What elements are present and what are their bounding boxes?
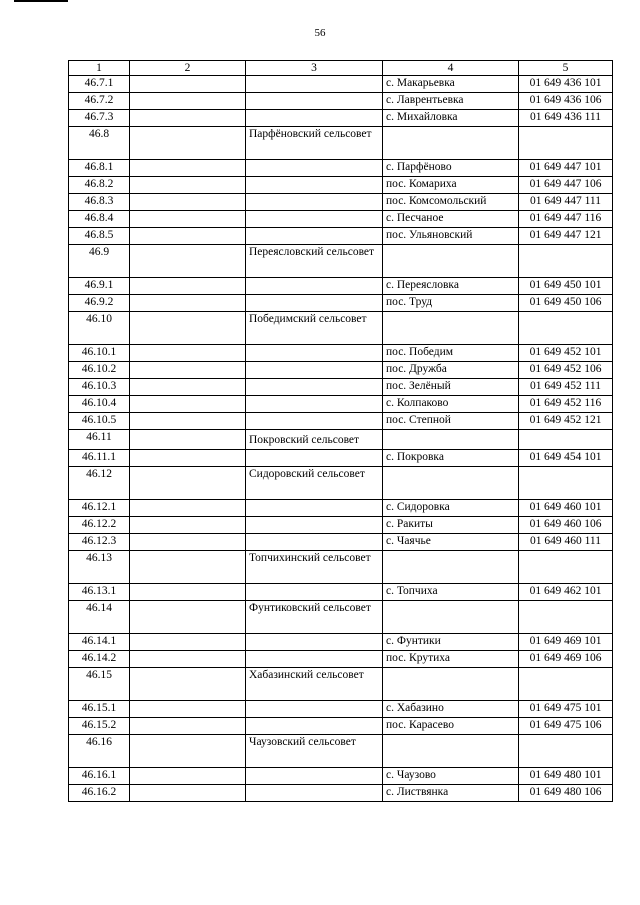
okato-code-cell: 01 649 436 101 (519, 76, 613, 93)
table-row (69, 379, 613, 396)
settlement-cell: с. Сидоровка (383, 500, 519, 517)
row-number-cell: 46.7.2 (69, 93, 130, 110)
row-number-cell: 46.7.1 (69, 76, 130, 93)
settlement-registry-table (68, 60, 613, 802)
empty-cell (130, 450, 246, 467)
okato-code-cell: 01 649 469 101 (519, 634, 613, 651)
empty-cell (130, 177, 246, 194)
settlement-cell (383, 127, 519, 160)
column-header-1: 1 (69, 61, 130, 76)
municipality-cell (246, 228, 383, 245)
row-number-cell: 46.12.3 (69, 534, 130, 551)
settlement-cell: с. Переясловка (383, 278, 519, 295)
table-row (69, 735, 613, 768)
okato-code-cell (519, 430, 613, 450)
table-row (69, 768, 613, 785)
municipality-cell (246, 534, 383, 551)
table-row (69, 785, 613, 802)
table-row (69, 601, 613, 634)
empty-cell (130, 517, 246, 534)
table-row (69, 718, 613, 735)
empty-cell (130, 413, 246, 430)
empty-cell (130, 194, 246, 211)
row-number-cell: 46.15.1 (69, 701, 130, 718)
settlement-cell (383, 312, 519, 345)
empty-cell (130, 362, 246, 379)
okato-code-cell: 01 649 469 106 (519, 651, 613, 668)
municipality-cell: Сидоровский сельсовет (246, 467, 383, 500)
row-number-cell: 46.8.5 (69, 228, 130, 245)
table-row (69, 500, 613, 517)
municipality-cell (246, 194, 383, 211)
row-number-cell: 46.12 (69, 467, 130, 500)
table-row (69, 551, 613, 584)
table-row (69, 177, 613, 194)
empty-cell (130, 785, 246, 802)
okato-code-cell (519, 735, 613, 768)
settlement-cell (383, 668, 519, 701)
municipality-cell: Переясловский сельсовет (246, 245, 383, 278)
municipality-cell: Победимский сельсовет (246, 312, 383, 345)
okato-code-cell: 01 649 454 101 (519, 450, 613, 467)
municipality-cell (246, 701, 383, 718)
row-number-cell: 46.11 (69, 430, 130, 450)
municipality-cell: Парфёновский сельсовет (246, 127, 383, 160)
table-row (69, 278, 613, 295)
table-header-row (69, 61, 613, 76)
okato-code-cell (519, 467, 613, 500)
empty-cell (130, 278, 246, 295)
table-row (69, 651, 613, 668)
municipality-cell (246, 295, 383, 312)
row-number-cell: 46.8.2 (69, 177, 130, 194)
settlement-cell: с. Хабазино (383, 701, 519, 718)
table-row (69, 413, 613, 430)
empty-cell (130, 312, 246, 345)
empty-cell (130, 228, 246, 245)
table-row (69, 312, 613, 345)
row-number-cell: 46.7.3 (69, 110, 130, 127)
table-row (69, 534, 613, 551)
municipality-cell (246, 500, 383, 517)
municipality-cell (246, 211, 383, 228)
settlement-cell (383, 601, 519, 634)
okato-code-cell: 01 649 475 101 (519, 701, 613, 718)
okato-code-cell: 01 649 480 101 (519, 768, 613, 785)
table-row (69, 194, 613, 211)
row-number-cell: 46.9.1 (69, 278, 130, 295)
table-row (69, 396, 613, 413)
okato-code-cell (519, 245, 613, 278)
okato-code-cell: 01 649 460 111 (519, 534, 613, 551)
settlement-cell: с. Колпаково (383, 396, 519, 413)
settlement-cell: с. Топчиха (383, 584, 519, 601)
table-row (69, 76, 613, 93)
table-row (69, 584, 613, 601)
okato-code-cell: 01 649 452 121 (519, 413, 613, 430)
table-body (69, 76, 613, 802)
settlement-cell: пос. Труд (383, 295, 519, 312)
settlement-cell: с. Покровка (383, 450, 519, 467)
municipality-cell: Чаузовский сельсовет (246, 735, 383, 768)
row-number-cell: 46.16 (69, 735, 130, 768)
empty-cell (130, 345, 246, 362)
okato-code-cell: 01 649 452 106 (519, 362, 613, 379)
empty-cell (130, 396, 246, 413)
settlement-cell: с. Песчаное (383, 211, 519, 228)
row-number-cell: 46.10.1 (69, 345, 130, 362)
okato-code-cell: 01 649 480 106 (519, 785, 613, 802)
empty-cell (130, 76, 246, 93)
table-row (69, 701, 613, 718)
row-number-cell: 46.16.2 (69, 785, 130, 802)
table-row (69, 245, 613, 278)
row-number-cell: 46.14.1 (69, 634, 130, 651)
empty-cell (130, 160, 246, 177)
okato-code-cell: 01 649 452 116 (519, 396, 613, 413)
okato-code-cell (519, 312, 613, 345)
municipality-cell (246, 651, 383, 668)
row-number-cell: 46.10.2 (69, 362, 130, 379)
row-number-cell: 46.14.2 (69, 651, 130, 668)
settlement-cell: пос. Зелёный (383, 379, 519, 396)
municipality-cell (246, 517, 383, 534)
column-header-3: 3 (246, 61, 383, 76)
table-row (69, 517, 613, 534)
row-number-cell: 46.13.1 (69, 584, 130, 601)
table-row (69, 110, 613, 127)
settlement-cell (383, 735, 519, 768)
column-header-4: 4 (383, 61, 519, 76)
municipality-cell (246, 278, 383, 295)
empty-cell (130, 245, 246, 278)
empty-cell (130, 735, 246, 768)
okato-code-cell (519, 601, 613, 634)
okato-code-cell: 01 649 436 111 (519, 110, 613, 127)
okato-code-cell: 01 649 460 101 (519, 500, 613, 517)
settlement-cell: пос. Крутиха (383, 651, 519, 668)
row-number-cell: 46.10.5 (69, 413, 130, 430)
okato-code-cell: 01 649 447 106 (519, 177, 613, 194)
column-header-2: 2 (130, 61, 246, 76)
settlement-cell: с. Фунтики (383, 634, 519, 651)
row-number-cell: 46.8.4 (69, 211, 130, 228)
row-number-cell: 46.11.1 (69, 450, 130, 467)
settlement-cell: с. Парфёново (383, 160, 519, 177)
empty-cell (130, 211, 246, 228)
municipality-cell (246, 160, 383, 177)
settlement-cell: пос. Комариха (383, 177, 519, 194)
settlement-cell: пос. Ульяновский (383, 228, 519, 245)
municipality-cell (246, 718, 383, 735)
row-number-cell: 46.16.1 (69, 768, 130, 785)
settlement-cell: с. Михайловка (383, 110, 519, 127)
municipality-cell (246, 177, 383, 194)
row-number-cell: 46.13 (69, 551, 130, 584)
row-number-cell: 46.15 (69, 668, 130, 701)
empty-cell (130, 110, 246, 127)
municipality-cell (246, 413, 383, 430)
table-row (69, 668, 613, 701)
table-row (69, 450, 613, 467)
table-row (69, 295, 613, 312)
settlement-cell: с. Лаврентьевка (383, 93, 519, 110)
municipality-cell: Хабазинский сельсовет (246, 668, 383, 701)
settlement-cell: с. Макарьевка (383, 76, 519, 93)
municipality-cell (246, 345, 383, 362)
okato-code-cell: 01 649 450 101 (519, 278, 613, 295)
settlement-cell: пос. Победим (383, 345, 519, 362)
table-row (69, 228, 613, 245)
okato-code-cell (519, 668, 613, 701)
empty-cell (130, 551, 246, 584)
empty-cell (130, 651, 246, 668)
okato-code-cell: 01 649 462 101 (519, 584, 613, 601)
okato-code-cell: 01 649 460 106 (519, 517, 613, 534)
municipality-cell (246, 93, 383, 110)
table-row (69, 430, 613, 450)
page-number: 56 (314, 27, 326, 39)
table-row (69, 127, 613, 160)
empty-cell (130, 601, 246, 634)
okato-code-cell: 01 649 447 121 (519, 228, 613, 245)
okato-code-cell: 01 649 452 101 (519, 345, 613, 362)
table-row (69, 160, 613, 177)
row-number-cell: 46.12.2 (69, 517, 130, 534)
settlement-cell: с. Ракиты (383, 517, 519, 534)
row-number-cell: 46.12.1 (69, 500, 130, 517)
municipality-cell (246, 634, 383, 651)
empty-cell (130, 768, 246, 785)
empty-cell (130, 534, 246, 551)
table-row (69, 211, 613, 228)
empty-cell (130, 295, 246, 312)
row-number-cell: 46.9 (69, 245, 130, 278)
municipality-cell (246, 110, 383, 127)
okato-code-cell: 01 649 447 101 (519, 160, 613, 177)
empty-cell (130, 668, 246, 701)
settlement-cell (383, 467, 519, 500)
municipality-cell (246, 76, 383, 93)
municipality-cell (246, 362, 383, 379)
settlement-cell: пос. Степной (383, 413, 519, 430)
okato-code-cell: 01 649 447 111 (519, 194, 613, 211)
okato-code-cell (519, 127, 613, 160)
settlement-cell: пос. Комсомольский (383, 194, 519, 211)
table-row (69, 345, 613, 362)
settlement-cell (383, 245, 519, 278)
row-number-cell: 46.8.1 (69, 160, 130, 177)
okato-code-cell: 01 649 436 106 (519, 93, 613, 110)
settlement-cell (383, 430, 519, 450)
settlement-cell: с. Чаячье (383, 534, 519, 551)
table-row (69, 93, 613, 110)
empty-cell (130, 718, 246, 735)
municipality-cell: Фунтиковский сельсовет (246, 601, 383, 634)
municipality-cell (246, 768, 383, 785)
row-number-cell: 46.8.3 (69, 194, 130, 211)
municipality-cell (246, 379, 383, 396)
settlement-cell: с. Листвянка (383, 785, 519, 802)
municipality-cell: Топчихинский сельсовет (246, 551, 383, 584)
settlement-cell (383, 551, 519, 584)
empty-cell (130, 127, 246, 160)
settlement-cell: с. Чаузово (383, 768, 519, 785)
empty-cell (130, 93, 246, 110)
row-number-cell: 46.10 (69, 312, 130, 345)
empty-cell (130, 430, 246, 450)
municipality-cell: Покровский сельсовет (246, 430, 383, 450)
corner-rule (14, 0, 68, 2)
empty-cell (130, 379, 246, 396)
okato-code-cell: 01 649 452 111 (519, 379, 613, 396)
row-number-cell: 46.14 (69, 601, 130, 634)
municipality-cell (246, 785, 383, 802)
row-number-cell: 46.10.3 (69, 379, 130, 396)
empty-cell (130, 584, 246, 601)
settlement-cell: пос. Дружба (383, 362, 519, 379)
okato-code-cell (519, 551, 613, 584)
row-number-cell: 46.15.2 (69, 718, 130, 735)
empty-cell (130, 500, 246, 517)
settlement-cell: пос. Карасево (383, 718, 519, 735)
empty-cell (130, 634, 246, 651)
municipality-cell (246, 396, 383, 413)
column-header-5: 5 (519, 61, 613, 76)
municipality-cell (246, 450, 383, 467)
row-number-cell: 46.10.4 (69, 396, 130, 413)
row-number-cell: 46.8 (69, 127, 130, 160)
empty-cell (130, 701, 246, 718)
okato-code-cell: 01 649 450 106 (519, 295, 613, 312)
table-row (69, 634, 613, 651)
okato-code-cell: 01 649 475 106 (519, 718, 613, 735)
municipality-cell (246, 584, 383, 601)
okato-code-cell: 01 649 447 116 (519, 211, 613, 228)
row-number-cell: 46.9.2 (69, 295, 130, 312)
empty-cell (130, 467, 246, 500)
table-row (69, 362, 613, 379)
table-row (69, 467, 613, 500)
